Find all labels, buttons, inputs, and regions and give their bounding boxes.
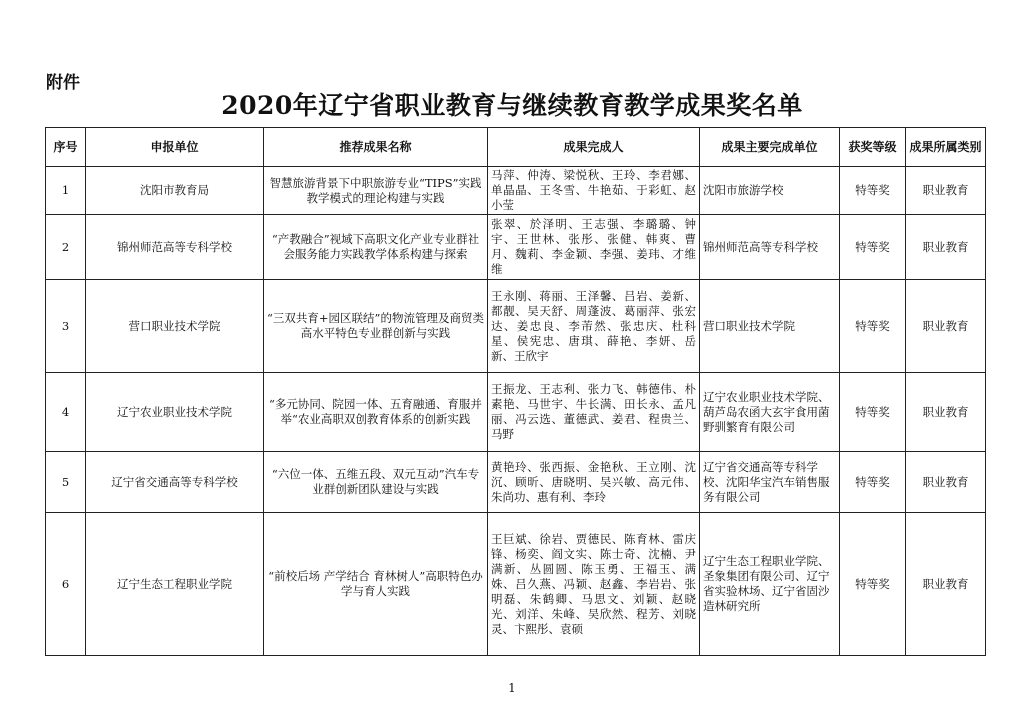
row-no: 3 xyxy=(46,280,86,373)
table-row xyxy=(46,215,986,280)
row-unit: 沈阳市教育局 xyxy=(86,167,264,215)
row-main-units: 辽宁省交通高等专科学校、沈阳华宝汽车销售服务有限公司 xyxy=(700,452,840,513)
header-main-units: 成果主要完成单位 xyxy=(700,128,840,167)
row-members: 王巨斌、徐岩、贾德民、陈育林、雷庆锋、杨奕、阎文实、陈士奇、沈楠、尹满新、丛圆圆、陈玉勇、王福玉、满姝、吕久燕、冯颖、赵鑫、李岩岩、张明磊、朱鹤卿、马思文、刘颖、赵晓光、刘洋、朱峰、吴欣然、程芳、刘晓灵、卞熙彤、袁硕 xyxy=(488,513,700,656)
header-no: 序号 xyxy=(46,128,86,167)
row-no: 1 xyxy=(46,167,86,215)
header-unit: 申报单位 xyxy=(86,128,264,167)
row-category: 职业教育 xyxy=(906,373,986,452)
row-level: 特等奖 xyxy=(840,452,906,513)
row-level: 特等奖 xyxy=(840,280,906,373)
row-level: 特等奖 xyxy=(840,167,906,215)
row-no: 5 xyxy=(46,452,86,513)
row-category: 职业教育 xyxy=(906,452,986,513)
row-members: 王振龙、王志利、张力飞、韩德伟、朴素艳、马世宇、牛长满、田长永、孟凡丽、冯云选、董德武、姜君、程贵兰、马野 xyxy=(488,373,700,452)
table-row xyxy=(46,452,986,513)
row-main-units: 锦州师范高等专科学校 xyxy=(700,215,840,280)
row-main-units: 辽宁农业职业技术学院、葫芦岛农函大玄宇食用菌野驯繁育有限公司 xyxy=(700,373,840,452)
row-unit: 辽宁生态工程职业学院 xyxy=(86,513,264,656)
row-achievement: “三双共育+园区联结”的物流管理及商贸类高水平特色专业群创新与实践 xyxy=(264,280,488,373)
row-level: 特等奖 xyxy=(840,373,906,452)
awards-table xyxy=(45,127,986,656)
row-no: 4 xyxy=(46,373,86,452)
row-unit: 辽宁省交通高等专科学校 xyxy=(86,452,264,513)
page-number: 1 xyxy=(508,681,516,695)
document-title: 2020年辽宁省职业教育与继续教育教学成果奖名单 xyxy=(221,91,803,120)
row-members: 张翠、於泽明、王志强、李璐璐、钟宇、王世林、张彤、张健、韩爽、曹月、魏莉、李金颖、李强、姜玮、才维维 xyxy=(488,215,700,280)
row-unit: 锦州师范高等专科学校 xyxy=(86,215,264,280)
row-achievement: “前校后场 产学结合 育林树人”高职特色办学与育人实践 xyxy=(264,513,488,656)
table-header-row xyxy=(46,128,986,167)
table-row xyxy=(46,373,986,452)
row-unit: 辽宁农业职业技术学院 xyxy=(86,373,264,452)
row-category: 职业教育 xyxy=(906,513,986,656)
header-level: 获奖等级 xyxy=(840,128,906,167)
row-category: 职业教育 xyxy=(906,280,986,373)
row-main-units: 辽宁生态工程职业学院、圣象集团有限公司、辽宁省实验林场、辽宁省固沙造林研究所 xyxy=(700,513,840,656)
row-level: 特等奖 xyxy=(840,513,906,656)
row-main-units: 营口职业技术学院 xyxy=(700,280,840,373)
row-unit: 营口职业技术学院 xyxy=(86,280,264,373)
row-category: 职业教育 xyxy=(906,167,986,215)
row-category: 职业教育 xyxy=(906,215,986,280)
row-no: 6 xyxy=(46,513,86,656)
table-row xyxy=(46,513,986,656)
row-level: 特等奖 xyxy=(840,215,906,280)
row-main-units: 沈阳市旅游学校 xyxy=(700,167,840,215)
row-achievement: 智慧旅游背景下中职旅游专业“TIPS”实践教学模式的理论构建与实践 xyxy=(264,167,488,215)
table-row xyxy=(46,280,986,373)
row-members: 马萍、仲涛、梁悦秋、王玲、李君娜、单晶晶、王冬雪、牛艳茹、于彩虹、赵小莹 xyxy=(488,167,700,215)
header-achievement: 推荐成果名称 xyxy=(264,128,488,167)
annex-label: 附件 xyxy=(46,73,80,93)
header-members: 成果完成人 xyxy=(488,128,700,167)
row-achievement: “多元协同、院园一体、五育融通、育服并举“农业高职双创教育体系的创新实践 xyxy=(264,373,488,452)
row-achievement: “六位一体、五维五段、双元互动”汽车专业群创新团队建设与实践 xyxy=(264,452,488,513)
row-members: 黄艳玲、张西振、金艳秋、王立刚、沈沉、顾昕、唐晓明、吴兴敏、高元伟、朱尚功、惠有利、李玲 xyxy=(488,452,700,513)
header-category: 成果所属类别 xyxy=(906,128,986,167)
row-achievement: “产教融合”视域下高职文化产业专业群社会服务能力实践教学体系构建与探索 xyxy=(264,215,488,280)
row-members: 王永刚、蒋丽、王泽馨、吕岩、姜新、都靓、吴天舒、周蓬波、葛丽萍、张宏达、姜忠良、李芾然、张忠庆、杜科星、侯宪忠、唐琪、薛艳、李妍、岳新、王欣宇 xyxy=(488,280,700,373)
row-no: 2 xyxy=(46,215,86,280)
table-row xyxy=(46,167,986,215)
